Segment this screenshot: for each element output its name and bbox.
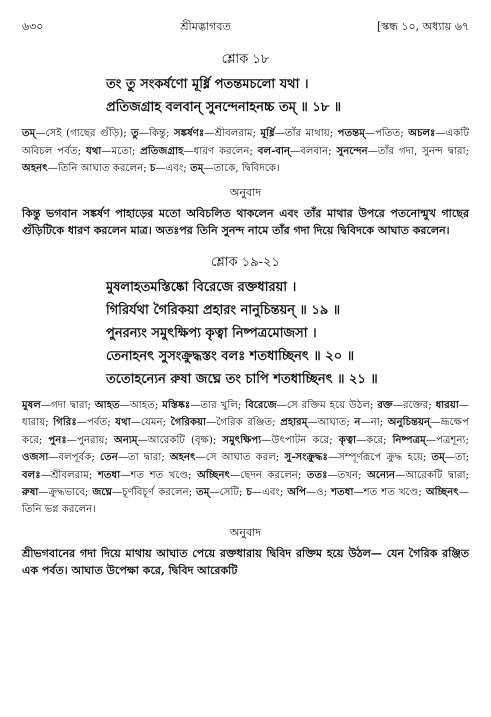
page-header	[22, 18, 469, 36]
synonym-word: অচ্ছিনৎ	[197, 468, 230, 481]
synonym-meaning: পত্রশূন্য;	[436, 434, 469, 446]
shloka-18-synonyms: তম্—সেই (গাছের গুঁড়ি); তু—কিন্তু; সঙ্কর্ষণঃ—শ্রীবলরাম; মূর্ধ্নি—তাঁর মাথায়; পতন্তম্—পতিত; অচলঃ—একটি অবিচল পর্বত; যথা—মতো; প্রতিজগ্রাহ—ধারণ করলেন; বল-বান্—বলবান; সুনন্দেন—তাঁর গদা, সুনন্দ দ্বারা; অহনৎ—তিনি আঘাত করলেন; চ—এবং; তম্—তাকে, দ্বিবিদকে।	[22, 127, 469, 174]
synonym-word: রক্ত	[377, 398, 393, 411]
synonym-meaning: সম্পূর্ণরূপে ক্রুদ্ধ হয়ে;	[338, 452, 427, 463]
synonym-word: তেন	[100, 451, 118, 463]
synonym-word: চ	[149, 162, 156, 174]
synonym-meaning: মতো;	[111, 145, 136, 157]
synonym-meaning: আহত;	[129, 399, 159, 411]
synonym-meaning: না;	[370, 417, 384, 428]
shloka-18-translation: কিন্তু ভগবান সঙ্কর্ষণ পাহাড়ের মতো অবিচলিত থাকলেন এবং তাঁর মাথার উপরে পতনোন্মুখ গাছের গুঁড়িটিকে ধারণ করলেন মাত্র। অতঃপর তিনি সুনন্দ নামে তাঁর গদা দিয়ে দ্বিবিদকে আঘাত করলেন।	[22, 206, 469, 237]
synonym-meaning: ধারণ করলেন;	[193, 145, 253, 157]
verse-line: পুনরন্যং সমুৎক্ষিপ্য কৃত্বা নিষ্পত্রমোজসা ।	[106, 325, 317, 341]
synonym-meaning: রক্তের;	[403, 399, 432, 411]
synonym-meaning: সে আঘাত করল;	[205, 452, 280, 463]
synonym-meaning: তিনি ভগ্ন করলেন।	[22, 503, 96, 515]
synonym-meaning: ক্রুদ্ধভাবে;	[48, 487, 89, 498]
synonym-meaning: তখন;	[337, 469, 362, 481]
shloka-18-anubad-heading: অনুবাদ	[229, 185, 262, 199]
synonym-word: সুনন্দেন	[336, 144, 368, 157]
synonym-word: বল-বান্	[257, 144, 291, 157]
book-title: শ্রীমদ্ভাগবত	[180, 20, 231, 33]
synonym-meaning: সেটি;	[219, 487, 243, 498]
synonym-meaning: কিন্তু;	[149, 128, 170, 139]
synonym-meaning: তার খুলি;	[200, 399, 242, 411]
synonym-meaning: ভ্রূক্ষেপ করে;	[22, 417, 469, 446]
synonym-word: তু	[131, 127, 139, 139]
synonym-word: অচ্ছিনৎ	[425, 486, 459, 498]
synonym-meaning: তাকে, দ্বিবিদকে।	[213, 163, 280, 174]
synonym-word: চ	[246, 486, 252, 498]
synonym-word: তম্	[196, 486, 210, 498]
synonym-word: শতধা	[331, 486, 354, 498]
shloka-19-21-anubad-heading: অনুবাদ	[229, 526, 262, 539]
synonym-meaning: পতিত;	[375, 128, 404, 139]
synonym-meaning: শ্রীবলরাম;	[50, 469, 93, 481]
synonym-meaning: শ্রীবলরাম;	[214, 128, 256, 139]
synonym-meaning: আরেকটি দ্বারা;	[405, 469, 469, 481]
verse-line: তেনাহনৎ সুসংক্রুদ্ধস্তং বলঃ শতধাচ্ছিনৎ ॥ ২০ ॥	[106, 348, 355, 364]
synonym-meaning: বলবান;	[300, 145, 332, 157]
synonym-word: শতধা	[97, 468, 121, 481]
synonym-word: অপি	[287, 486, 306, 498]
shloka-18-heading: শ্লোক ১৮	[221, 52, 270, 67]
synonym-word: গৈরিকয়া	[170, 416, 207, 428]
synonym-word: পুনঃ	[48, 433, 67, 446]
synonym-word: মূর্ধ্নি	[260, 127, 275, 139]
synonym-word: প্রহারম্	[280, 416, 308, 428]
synonym-meaning: সে রক্তিম হয়ে উঠল;	[286, 399, 374, 411]
synonym-word: ওজসা	[22, 451, 49, 463]
synonym-word: সমুৎক্ষিপ্য	[222, 433, 262, 446]
synonym-meaning: তিনি আঘাত করলেন;	[57, 163, 147, 174]
synonym-word: অন্যম্	[114, 433, 138, 446]
synonym-meaning: এবং;	[262, 487, 284, 498]
synonym-meaning: বলপূর্বক;	[58, 452, 95, 463]
synonym-word: কৃত্বা	[338, 433, 357, 446]
synonym-word: ন	[354, 416, 361, 428]
page-number: ৬৩০	[22, 20, 44, 33]
synonym-word: যথা	[85, 144, 102, 157]
synonym-meaning: গদা দ্বারা;	[51, 399, 91, 411]
shloka-18-verse	[22, 75, 469, 117]
synonym-word: মুষল	[22, 398, 41, 411]
synonym-meaning: পুনরায়;	[76, 434, 108, 446]
section-label: [স্কন্ধ ১০, অধ্যায় ৬৭	[376, 20, 469, 33]
synonym-word: জঘ্নে	[92, 486, 113, 498]
synonym-word: প্রতিজগ্রাহ	[140, 144, 184, 157]
verse-line: ততোহন্যেন রুষা জঘ্নে তং চাপি শতধাচ্ছিনৎ ॥ ২১ ॥	[106, 371, 378, 387]
synonym-meaning: ছেদন করলেন;	[240, 469, 302, 481]
synonym-word: নিষ্পত্রম্	[392, 433, 426, 446]
synonym-word: অনুচিন্তয়ন্	[387, 416, 431, 428]
synonym-meaning: একটি অবিচল পর্বত;	[22, 128, 469, 157]
synonym-meaning: উৎপাটন করে;	[271, 434, 333, 446]
synonym-meaning: তা;	[454, 452, 469, 463]
verse-line: মুষলাহতমস্তিষ্কো বিরেজে রক্তধারয়া ।	[106, 279, 297, 295]
synonym-meaning: করে;	[366, 434, 387, 446]
synonym-word: অহনৎ	[22, 162, 48, 174]
verse-line: প্রতিজগ্রাহ বলবান্ সুনন্দেনাহনচ্চ তম্ ॥ ১৮ ॥	[106, 100, 342, 115]
synonym-meaning: যেমন;	[140, 417, 167, 428]
synonym-meaning: তাঁর গদা, সুনন্দ দ্বারা;	[377, 145, 469, 157]
synonym-meaning: আরেকটি (বৃক্ষ);	[147, 434, 217, 446]
verse-line: গিরির্যথা গৈরিকয়া প্রহারং নানুচিন্তয়ন্ ॥ ১৯ ॥	[106, 302, 341, 318]
synonym-meaning: তাঁর মাথায়;	[284, 128, 334, 139]
synonym-word: আহত	[94, 398, 120, 411]
synonym-meaning: এবং;	[165, 163, 187, 174]
synonym-meaning: আঘাত;	[317, 417, 350, 428]
synonym-word: বিরেজে	[245, 398, 277, 411]
shloka-19-21-synonyms: মুষল—গদা দ্বারা; আহত—আহত; মস্তিষ্কঃ—তার খুলি; বিরেজে—সে রক্তিম হয়ে উঠল; রক্ত—রক্তের; ধারয়া—ধারায়; গিরিঃ—পর্বত; যথা—যেমন; গৈরিকয়া—গৈরিক রঞ্জিত; প্রহারম্—আঘাত; ন—না; অনুচিন্তয়ন্—ভ্রূক্ষেপ করে; পুনঃ—পুনরায়; অন্যম্—আরেকটি (বৃক্ষ); সমুৎক্ষিপ্য—উৎপাটন করে; কৃত্বা—করে; নিষ্পত্রম্—পত্রশূন্য; ওজসা—বলপূর্বক; তেন—তা দ্বারা; অহনৎ—সে আঘাত করল; সু-সংক্রুদ্ধঃ—সম্পূর্ণরূপে ক্রুদ্ধ হয়ে; তম্—তা; বলঃ—শ্রীবলরাম; শতধা—শত শত খণ্ডে; অচ্ছিনৎ—ছেদন করলেন; ততঃ—তখন; অন্যেন—আরেকটি দ্বারা; রুষা—ক্রুদ্ধভাবে; জঘ্নে—চূর্ণবিচূর্ণ করলেন; তম্—সেটি; চ—এবং; অপি—ও; শতধা—শত শত খণ্ডে; অচ্ছিনৎ—তিনি ভগ্ন করলেন।	[22, 398, 469, 515]
synonym-word: তম্	[190, 162, 204, 174]
synonym-meaning: শত শত খণ্ডে;	[130, 469, 192, 481]
synonym-meaning: চূর্ণবিচূর্ণ করলেন;	[122, 487, 193, 498]
synonym-meaning: শত শত খণ্ডে;	[363, 487, 422, 498]
synonym-word: ততঃ	[306, 468, 328, 481]
verse-line: তং তু সংকর্ষণো মূর্ধ্নি পতন্তমচলো যথা ।	[106, 77, 309, 92]
synonym-word: সু-সংক্রুদ্ধঃ	[284, 451, 328, 463]
synonym-meaning: ও;	[316, 487, 328, 498]
synonym-word: পতন্তম্	[337, 127, 365, 139]
synonym-word: অহনৎ	[169, 451, 196, 463]
synonym-word: অন্যেন	[367, 468, 396, 481]
synonym-meaning: পর্বত;	[87, 417, 111, 428]
synonym-meaning: সেই (গাছের গুঁড়ি);	[45, 128, 127, 139]
shloka-19-21-verse	[22, 278, 469, 389]
synonym-word: মস্তিষ্কঃ	[162, 398, 191, 411]
synonym-word: তম্	[431, 451, 445, 463]
shloka-19-21-heading: শ্লোক ১৯-২১	[211, 254, 280, 270]
synonym-word: তম্	[22, 127, 36, 139]
synonym-word: ধারয়া	[435, 398, 459, 411]
synonym-word: অচলঃ	[408, 127, 436, 139]
synonym-word: যথা	[115, 416, 131, 428]
synonym-word: বলঃ	[22, 468, 41, 481]
synonym-word: রুষা	[22, 486, 39, 498]
synonym-meaning: ধারায়;	[22, 417, 49, 428]
synonym-meaning: তা দ্বারা;	[128, 452, 165, 463]
synonym-word: গিরিঃ	[53, 416, 77, 428]
synonym-meaning: গৈরিক রঞ্জিত;	[216, 417, 276, 428]
shloka-19-21-translation: শ্রীভগবানের গদা দিয়ে মাথায় আঘাত পেয়ে রক্তধারায় দ্বিবিদ রক্তিম হয়ে উঠল— যেন গৈরিক রঞ্জিত এক পর্বত। আঘাত উপেক্ষা করে, দ্বিবিদ আরেকটি	[22, 547, 469, 577]
synonym-word: সঙ্কর্ষণঃ	[173, 127, 205, 139]
